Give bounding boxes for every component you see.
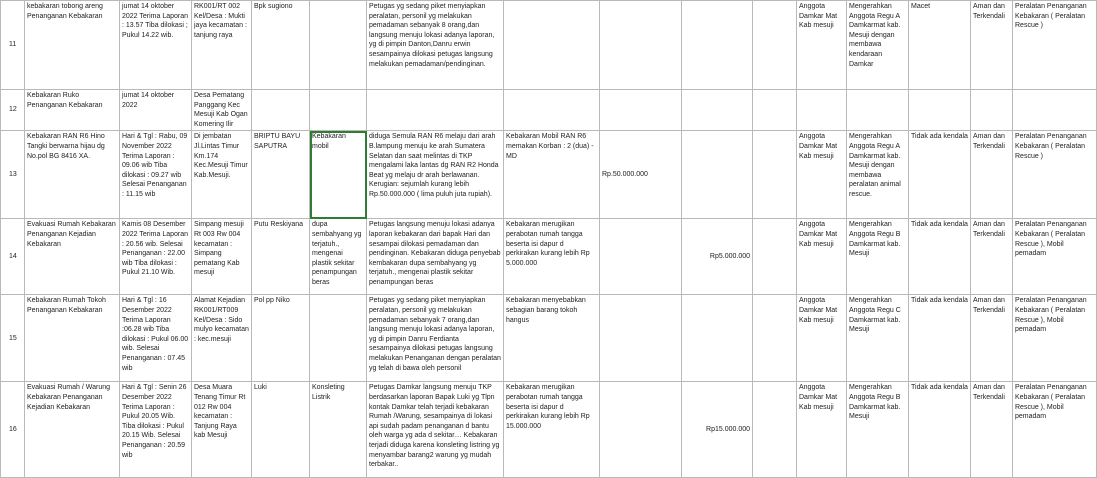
time-cell[interactable]: Hari & Tgl : Rabu, 09 November 2022 Terima Laporan : 09.06 wib Tiba dilokasi : 09.27 wib Selesai Penanganan : 11.15 wib — [120, 131, 192, 219]
equipment-cell[interactable]: Peralatan Penanganan Kebakaran ( Peralatan Rescue ), Mobil pemadam — [1013, 382, 1097, 478]
officer-cell[interactable]: Anggota Damkar Mat Kab mesuji — [797, 1, 847, 90]
reporter-cell[interactable] — [252, 90, 310, 131]
cause-cell[interactable] — [753, 90, 797, 131]
victim-cell[interactable]: Kebakaran merugikan perabotan rumah tangga beserta isi dapur d perkirakan kurang lebih Rp 5.000.000 — [504, 219, 600, 295]
incident-name-cell[interactable]: Evakuasi Rumah Kebakaran Penanganan Kejadian Kebakaran — [25, 219, 120, 295]
obstacle-cell[interactable]: Tidak ada kendala — [909, 219, 971, 295]
unit-cell[interactable] — [847, 90, 909, 131]
row-number[interactable]: 12 — [1, 90, 25, 131]
table-row — [1, 131, 1097, 219]
cause-cell[interactable] — [753, 1, 797, 90]
status-cell[interactable]: Aman dan Terkendali — [971, 382, 1013, 478]
chronology-cell[interactable] — [367, 90, 504, 131]
location-cell[interactable]: RK001/RT 002 Kel/Desa : Mukti jaya kecamatan : tanjung raya — [192, 1, 252, 90]
status-cell[interactable]: Aman dan Terkendali — [971, 131, 1013, 219]
selected-cell[interactable]: Kebakaran mobil — [310, 131, 367, 219]
reporter-cell[interactable]: Pol pp Niko — [252, 295, 310, 382]
row-number[interactable]: 13 — [1, 131, 25, 219]
unit-cell[interactable]: Mengerahkan Anggota Regu A Damkarmat kab. Mesuji dengan membawa kendaraan Damkar — [847, 1, 909, 90]
cause-cell[interactable] — [753, 382, 797, 478]
chronology-cell[interactable]: Petugas yg sedang piket menyiapkan peralatan, personil yg melakukan pemadaman sebanyak 7 orang,dan langsung menuju lokasi adanya laporan, yg di pimpin Danru Ferdianta sesampainya dilokasi petugas langsung melakukan Penanganan dengan peralatan yg telah di bawa oleh personil — [367, 295, 504, 382]
reporter-cell[interactable]: Putu Reskiyana — [252, 219, 310, 295]
chronology-cell[interactable]: Petugas langsung menuju lokasi adanya laporan kebakaran dari bapak Hari dan sesampai dilokasi pemadaman dan pendinginan. Kebakaran diduga penyebab kembakaran dupa sembahyang yg terjatuh., mengenai plastik sekitar penampungan beras — [367, 219, 504, 295]
time-cell[interactable]: Kamis 08 Desember 2022 Terima Laporan : 20.56 wib. Selesai Penanganan : 22.00 wib Tiba dilokasi : Pukul 21.10 Wib. — [120, 219, 192, 295]
row-number[interactable]: 15 — [1, 295, 25, 382]
object-cell[interactable] — [310, 1, 367, 90]
victim-cell[interactable] — [504, 1, 600, 90]
loss-cell[interactable] — [600, 90, 682, 131]
loss-cell[interactable] — [600, 382, 682, 478]
object-cell[interactable] — [310, 90, 367, 131]
equipment-cell[interactable]: Peralatan Penanganan Kebakaran ( Peralatan Rescue ) — [1013, 131, 1097, 219]
row-number[interactable]: 16 — [1, 382, 25, 478]
obstacle-cell[interactable]: Tidak ada kendala — [909, 131, 971, 219]
reporter-cell[interactable]: BRIPTU BAYU SAPUTRA — [252, 131, 310, 219]
obstacle-cell[interactable]: Tidak ada kendala — [909, 382, 971, 478]
time-cell[interactable]: jumat 14 oktober 2022 — [120, 90, 192, 131]
officer-cell[interactable]: Anggota Damkar Mat Kab mesuji — [797, 295, 847, 382]
table-row — [1, 295, 1097, 382]
location-cell[interactable]: Desa Pematang Panggang Kec Mesuji Kab Ogan Komering Ilir — [192, 90, 252, 131]
unit-cell[interactable]: Mengerahkan Anggota Regu B Damkarmat kab. Mesuji — [847, 382, 909, 478]
status-cell[interactable]: Aman dan Terkendali — [971, 219, 1013, 295]
cause-cell[interactable] — [753, 219, 797, 295]
equipment-cell[interactable]: Peralatan Penanganan Kebakaran ( Peralatan Rescue ), Mobil pemadam — [1013, 295, 1097, 382]
chronology-cell[interactable]: Petugas Damkar langsung menuju TKP berdasarkan laporan Bapak Luki yg Tlpn kontak Damkar telah terjadi kebakaran Rumah /Warung, sesampainya di lokasi api sudah padam penanganan d bantu oleh warga yg ada d sekitar… Kebakaran terjadi diduga karena konsleting listring yg menyambar barang2 warung yg mudah terbakar.. — [367, 382, 504, 478]
object-cell[interactable]: Konsleting Listrik — [310, 382, 367, 478]
unit-cell[interactable]: Mengerahkan Anggota Regu B Damkarmat kab. Mesuji — [847, 219, 909, 295]
equipment-cell[interactable] — [1013, 90, 1097, 131]
victim-cell[interactable] — [504, 90, 600, 131]
row-number[interactable]: 11 — [1, 1, 25, 90]
officer-cell[interactable]: Anggota Damkar Mat Kab mesuji — [797, 131, 847, 219]
chronology-cell[interactable]: Petugas yg sedang piket menyiapkan peralatan, personil yg melakukan pemadaman sebanyak 8 orang,dan langsung menuju lokasi adanya laporan, yg di pimpin Danton,Danru erwin sesampainya dilokasi petugas langsung melakukan pemadaman/pendinginan. — [367, 1, 504, 90]
time-cell[interactable]: jumat 14 oktober 2022 Terima Laporan : 13.57 Tiba dilokasi ; Pukul 14.22 wib. — [120, 1, 192, 90]
equipment-cell[interactable]: Peralatan Penanganan Kebakaran ( Peralatan Rescue ), Mobil pemadam — [1013, 219, 1097, 295]
time-cell[interactable]: Hari & Tgl : 16 Desember 2022 Terima Laporan :06.28 wib Tiba dilokasi : Pukul 06.00 wib. Selesai Penanganan : 07.45 wib — [120, 295, 192, 382]
incident-name-cell[interactable]: Evakuasi Rumah / Warung Kebakaran Penanganan Kejadian Kebakaran — [25, 382, 120, 478]
equipment-cell[interactable]: Peralatan Penanganan Kebakaran ( Peralatan Rescue ) — [1013, 1, 1097, 90]
officer-cell[interactable] — [797, 90, 847, 131]
time-cell[interactable]: Hari & Tgl : Senin 26 Desember 2022 Terima Laporan : Pukul 20.05 Wib. Tiba dilokasi : Pukul 20.15 Wib. Selesai Penanganan : 20.59 wib — [120, 382, 192, 478]
object-cell[interactable]: dupa sembahyang yg terjatuh., mengenai plastik sekitar penampungan beras — [310, 219, 367, 295]
incident-name-cell[interactable]: Kebakaran Rumah Tokoh Penanganan Kebakaran — [25, 295, 120, 382]
victim-cell[interactable]: Kebakaran merugikan perabotan rumah tangga beserta isi dapur d perkirakan kurang lebih Rp 15.000.000 — [504, 382, 600, 478]
status-cell[interactable]: Aman dan Terkendali — [971, 295, 1013, 382]
location-cell[interactable]: Di jembatan Jl.Lintas Timur Km.174 Kec.Mesuji Timur Kab.Mesuji. — [192, 131, 252, 219]
obstacle-cell[interactable]: Tidak ada kendala — [909, 295, 971, 382]
incident-name-cell[interactable]: Kebakaran Ruko Penanganan Kebakaran — [25, 90, 120, 131]
victim-cell[interactable]: Kebakaran menyebabkan sebagian barang tokoh hangus — [504, 295, 600, 382]
table-row — [1, 1, 1097, 90]
loss-cell[interactable] — [600, 219, 682, 295]
location-cell[interactable]: Desa Muara Tenang Timur Rt 012 Rw 004 kecamatan : Tanjung Raya kab Mesuji — [192, 382, 252, 478]
obstacle-cell[interactable] — [909, 90, 971, 131]
officer-cell[interactable]: Anggota Damkar Mat Kab mesuji — [797, 219, 847, 295]
table-row — [1, 219, 1097, 295]
table-row — [1, 382, 1097, 478]
loss-amount-cell[interactable] — [682, 131, 753, 219]
officer-cell[interactable]: Anggota Damkar Mat Kab mesuji — [797, 382, 847, 478]
loss-cell[interactable] — [600, 295, 682, 382]
loss-amount-cell[interactable] — [682, 90, 753, 131]
chronology-cell[interactable]: diduga Semula RAN R6 melaju dari arah B.lampung menuju ke arah Sumatera Selatan dan saat melintas di TKP mengalami laka lantas dg RAN R2 Honda Beat yg melaju dr arah berlawanan. Kerugian: sejumlah kurang lebih Rp.50.000.000 ( lima puluh juta rupiah). — [367, 131, 504, 219]
victim-cell[interactable]: Kebakaran Mobil RAN R6 memakan Korban : 2 (dua) - MD — [504, 131, 600, 219]
row-number[interactable]: 14 — [1, 219, 25, 295]
reporter-cell[interactable]: Bpk sugiono — [252, 1, 310, 90]
loss-amount-cell[interactable] — [682, 1, 753, 90]
incident-name-cell[interactable]: kebakaran tobong areng Penanganan Kebakaran — [25, 1, 120, 90]
object-cell[interactable] — [310, 295, 367, 382]
loss-cell[interactable] — [600, 1, 682, 90]
cause-cell[interactable] — [753, 131, 797, 219]
loss-amount-cell[interactable]: Rp5.000.000 — [682, 219, 753, 295]
location-cell[interactable]: Simpang mesuji Rt 003 Rw 004 kecamatan : Simpang pematang Kab mesuji — [192, 219, 252, 295]
loss-amount-cell[interactable] — [682, 295, 753, 382]
cause-cell[interactable] — [753, 295, 797, 382]
obstacle-cell[interactable]: Macet — [909, 1, 971, 90]
loss-cell[interactable]: Rp.50.000.000 — [600, 131, 682, 219]
status-cell[interactable]: Aman dan Terkendali — [971, 1, 1013, 90]
unit-cell[interactable]: Mengerahkan Anggota Regu A Damkarmat kab. Mesuji dengan membawa peralatan animal rescue. — [847, 131, 909, 219]
status-cell[interactable] — [971, 90, 1013, 131]
table-row — [1, 90, 1097, 131]
location-cell[interactable]: Alamat Kejadian RK001/RT009 Kel/Desa : Sido mulyo kecamatan : kec.mesuji — [192, 295, 252, 382]
incident-name-cell[interactable]: Kebakaran RAN R6 Hino Tangki berwarna hijau dg No.pol BG 8416 XA. — [25, 131, 120, 219]
unit-cell[interactable]: Mengerahkan Anggota Regu C Damkarmat kab. Mesuji — [847, 295, 909, 382]
reporter-cell[interactable]: Luki — [252, 382, 310, 478]
loss-amount-cell[interactable]: Rp15.000.000 — [682, 382, 753, 478]
